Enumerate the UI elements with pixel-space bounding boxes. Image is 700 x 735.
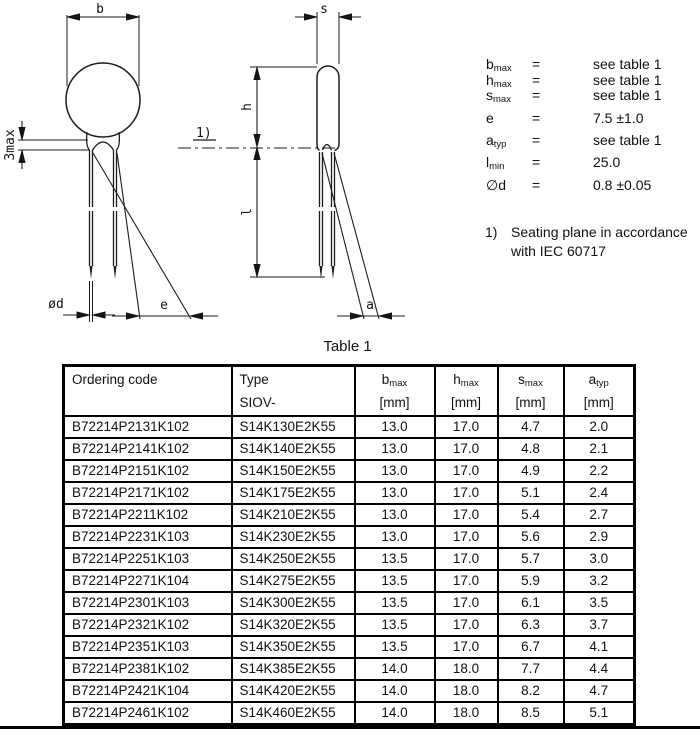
type-cell: S14K300E2K55 (232, 592, 355, 614)
legend-value: see table 1 (593, 87, 662, 104)
atyp-cell: 2.1 (564, 438, 635, 460)
type-cell: S14K140E2K55 (232, 438, 355, 460)
legend-value: 7.5 ±1.0 (593, 109, 644, 126)
ordering-code-cell: B72214P2301K103 (64, 592, 232, 614)
atyp-cell: 3.7 (564, 614, 635, 636)
type-cell: S14K175E2K55 (232, 482, 355, 504)
ordering-code-cell: B72214P2321K102 (64, 614, 232, 636)
hmax-cell: 17.0 (435, 636, 498, 658)
table-row (64, 592, 635, 614)
ordering-code-cell: B72214P2131K102 (64, 416, 232, 438)
ordering-code-cell: B72214P2251K103 (64, 548, 232, 570)
legend-equals: = (532, 56, 541, 72)
type-cell: S14K250E2K55 (232, 548, 355, 570)
dim-label-b: b (96, 2, 104, 17)
smax-cell: 4.9 (498, 460, 564, 482)
smax-cell: 5.7 (498, 548, 564, 570)
legend-symbol: $h_{max}$ (486, 71, 512, 90)
legend-row (486, 178, 662, 194)
type-cell: S14K460E2K55 (232, 702, 355, 725)
table-row (64, 570, 635, 592)
type-cell: S14K350E2K55 (232, 636, 355, 658)
hmax-cell: 18.0 (435, 658, 498, 680)
smax-cell: 6.3 (498, 614, 564, 636)
legend-value: 0.8 ±0.05 (593, 176, 652, 193)
ordering-code-cell: B72214P2151K102 (64, 460, 232, 482)
ordering-code-cell: B72214P2231K103 (64, 526, 232, 548)
disc-body-outline (66, 63, 140, 137)
smax-cell: 6.7 (498, 636, 564, 658)
atyp-cell: 4.4 (564, 658, 635, 680)
bmax-cell: 14.0 (355, 658, 435, 680)
atyp-cell: 3.5 (564, 592, 635, 614)
page-bottom-rule (0, 726, 700, 729)
table-row (64, 614, 635, 636)
legend-value: see table 1 (593, 71, 662, 88)
hmax-cell: 17.0 (435, 438, 498, 460)
legend-equals: = (532, 109, 541, 126)
table-header-row (64, 366, 635, 417)
hmax-cell: 17.0 (435, 548, 498, 570)
header-smax: $s_{max}$ [mm] (498, 366, 564, 417)
hmax-cell: 17.0 (435, 614, 498, 636)
bmax-cell: 13.5 (355, 636, 435, 658)
header-hmax: $h_{max}$ [mm] (435, 366, 498, 417)
atyp-cell: 4.7 (564, 680, 635, 702)
hmax-cell: 17.0 (435, 416, 498, 438)
bmax-cell: 13.0 (355, 504, 435, 526)
bmax-cell: 14.0 (355, 702, 435, 725)
type-cell: S14K150E2K55 (232, 460, 355, 482)
dim-label-e: e (160, 298, 168, 313)
front-view (18, 15, 218, 322)
dim-label-3max: 3max (3, 129, 18, 161)
table-row (64, 702, 635, 725)
table-row (64, 438, 635, 460)
ordering-code-cell: B72214P2461K102 (64, 702, 232, 725)
type-cell: S14K210E2K55 (232, 504, 355, 526)
header-bmax: $b_{max}$ [mm] (355, 366, 435, 417)
bmax-cell: 13.5 (355, 548, 435, 570)
bmax-cell: 13.0 (355, 526, 435, 548)
smax-cell: 5.4 (498, 504, 564, 526)
ordering-code-cell: B72214P2211K102 (64, 504, 232, 526)
bmax-cell: 13.0 (355, 482, 435, 504)
ordering-code-cell: B72214P2421K104 (64, 680, 232, 702)
type-cell: S14K385E2K55 (232, 658, 355, 680)
smax-cell: 5.6 (498, 526, 564, 548)
legend-row (486, 73, 662, 89)
atyp-cell: 5.1 (564, 702, 635, 725)
legend-row (486, 111, 662, 127)
footnote-text (511, 223, 688, 260)
ordering-code-cell: B72214P2141K102 (64, 438, 232, 460)
type-cell: S14K130E2K55 (232, 416, 355, 438)
legend-row (486, 155, 662, 171)
hmax-cell: 17.0 (435, 526, 498, 548)
seating-plane-footnote (485, 223, 688, 260)
legend-value: see table 1 (593, 131, 662, 148)
legend-equals: = (532, 131, 541, 148)
table-row (64, 526, 635, 548)
atyp-cell: 2.4 (564, 482, 635, 504)
dimension-legend (486, 57, 662, 193)
bmax-cell: 13.5 (355, 614, 435, 636)
ordering-code-cell: B72214P2171K102 (64, 482, 232, 504)
bmax-cell: 13.0 (355, 416, 435, 438)
type-cell: S14K230E2K55 (232, 526, 355, 548)
hmax-cell: 17.0 (435, 570, 498, 592)
legend-symbol: ∅d (486, 176, 506, 193)
hmax-cell: 17.0 (435, 482, 498, 504)
atyp-cell: 3.2 (564, 570, 635, 592)
side-view (178, 12, 405, 319)
table-row (64, 680, 635, 702)
smax-cell: 7.7 (498, 658, 564, 680)
bmax-cell: 13.0 (355, 438, 435, 460)
legend-symbol: $s_{max}$ (486, 87, 511, 106)
smax-cell: 6.1 (498, 592, 564, 614)
table-row (64, 504, 635, 526)
bmax-cell: 13.5 (355, 592, 435, 614)
dim-label-s: s (320, 2, 328, 17)
legend-row (486, 133, 662, 149)
type-cell: S14K320E2K55 (232, 614, 355, 636)
table-row (64, 416, 635, 438)
table-row (64, 658, 635, 680)
hmax-cell: 17.0 (435, 460, 498, 482)
table-row (64, 548, 635, 570)
smax-cell: 5.9 (498, 570, 564, 592)
bmax-cell: 14.0 (355, 680, 435, 702)
dim-label-h: h (240, 103, 255, 111)
footnote-ref: 1) (485, 224, 498, 240)
legend-value: see table 1 (593, 56, 662, 72)
legend-equals: = (532, 71, 541, 88)
legend-value: 25.0 (593, 154, 621, 171)
table-title: Table 1 (323, 338, 372, 355)
legend-row (486, 88, 662, 104)
hmax-cell: 17.0 (435, 504, 498, 526)
side-body-outline (317, 66, 339, 151)
smax-cell: 4.8 (498, 438, 564, 460)
atyp-cell: 3.0 (564, 548, 635, 570)
dim-label-a: a (366, 298, 374, 313)
header-type: Type SIOV- (232, 366, 355, 417)
hmax-cell: 18.0 (435, 680, 498, 702)
atyp-cell: 2.2 (564, 460, 635, 482)
header-atyp: $a_{typ}$ [mm] (564, 366, 635, 417)
legend-equals: = (532, 176, 541, 193)
legend-symbol: $b_{max}$ (486, 56, 512, 74)
footnote-line1: Seating plane in accordance (511, 224, 688, 240)
type-cell: S14K275E2K55 (232, 570, 355, 592)
seating-plane-ref: 1) (196, 126, 212, 141)
ordering-code-cell: B72214P2351K103 (64, 636, 232, 658)
ordering-code-cell: B72214P2381K102 (64, 658, 232, 680)
table-row (64, 636, 635, 658)
atyp-cell: 4.1 (564, 636, 635, 658)
dimension-table (62, 364, 636, 726)
legend-symbol: e (486, 109, 494, 126)
header-ordering-code: Ordering code (64, 366, 232, 417)
legend-symbol: $a_{typ}$ (486, 131, 507, 150)
hmax-cell: 17.0 (435, 592, 498, 614)
dimension-drawing (0, 0, 460, 335)
hmax-cell: 18.0 (435, 702, 498, 725)
dim-label-diameter: ød (48, 297, 64, 312)
smax-cell: 4.7 (498, 416, 564, 438)
type-cell: S14K420E2K55 (232, 680, 355, 702)
ordering-code-cell: B72214P2271K104 (64, 570, 232, 592)
atyp-cell: 2.0 (564, 416, 635, 438)
legend-equals: = (532, 154, 541, 171)
legend-equals: = (532, 87, 541, 104)
legend-symbol: $l_{min}$ (486, 154, 505, 173)
smax-cell: 8.2 (498, 680, 564, 702)
bmax-cell: 13.5 (355, 570, 435, 592)
atyp-cell: 2.7 (564, 504, 635, 526)
smax-cell: 5.1 (498, 482, 564, 504)
footnote-line2: with IEC 60717 (511, 242, 606, 259)
atyp-cell: 2.9 (564, 526, 635, 548)
table-row (64, 482, 635, 504)
legend-row (486, 57, 662, 73)
bmax-cell: 13.0 (355, 460, 435, 482)
table-row (64, 460, 635, 482)
dim-label-l: l (240, 208, 255, 216)
smax-cell: 8.5 (498, 702, 564, 725)
